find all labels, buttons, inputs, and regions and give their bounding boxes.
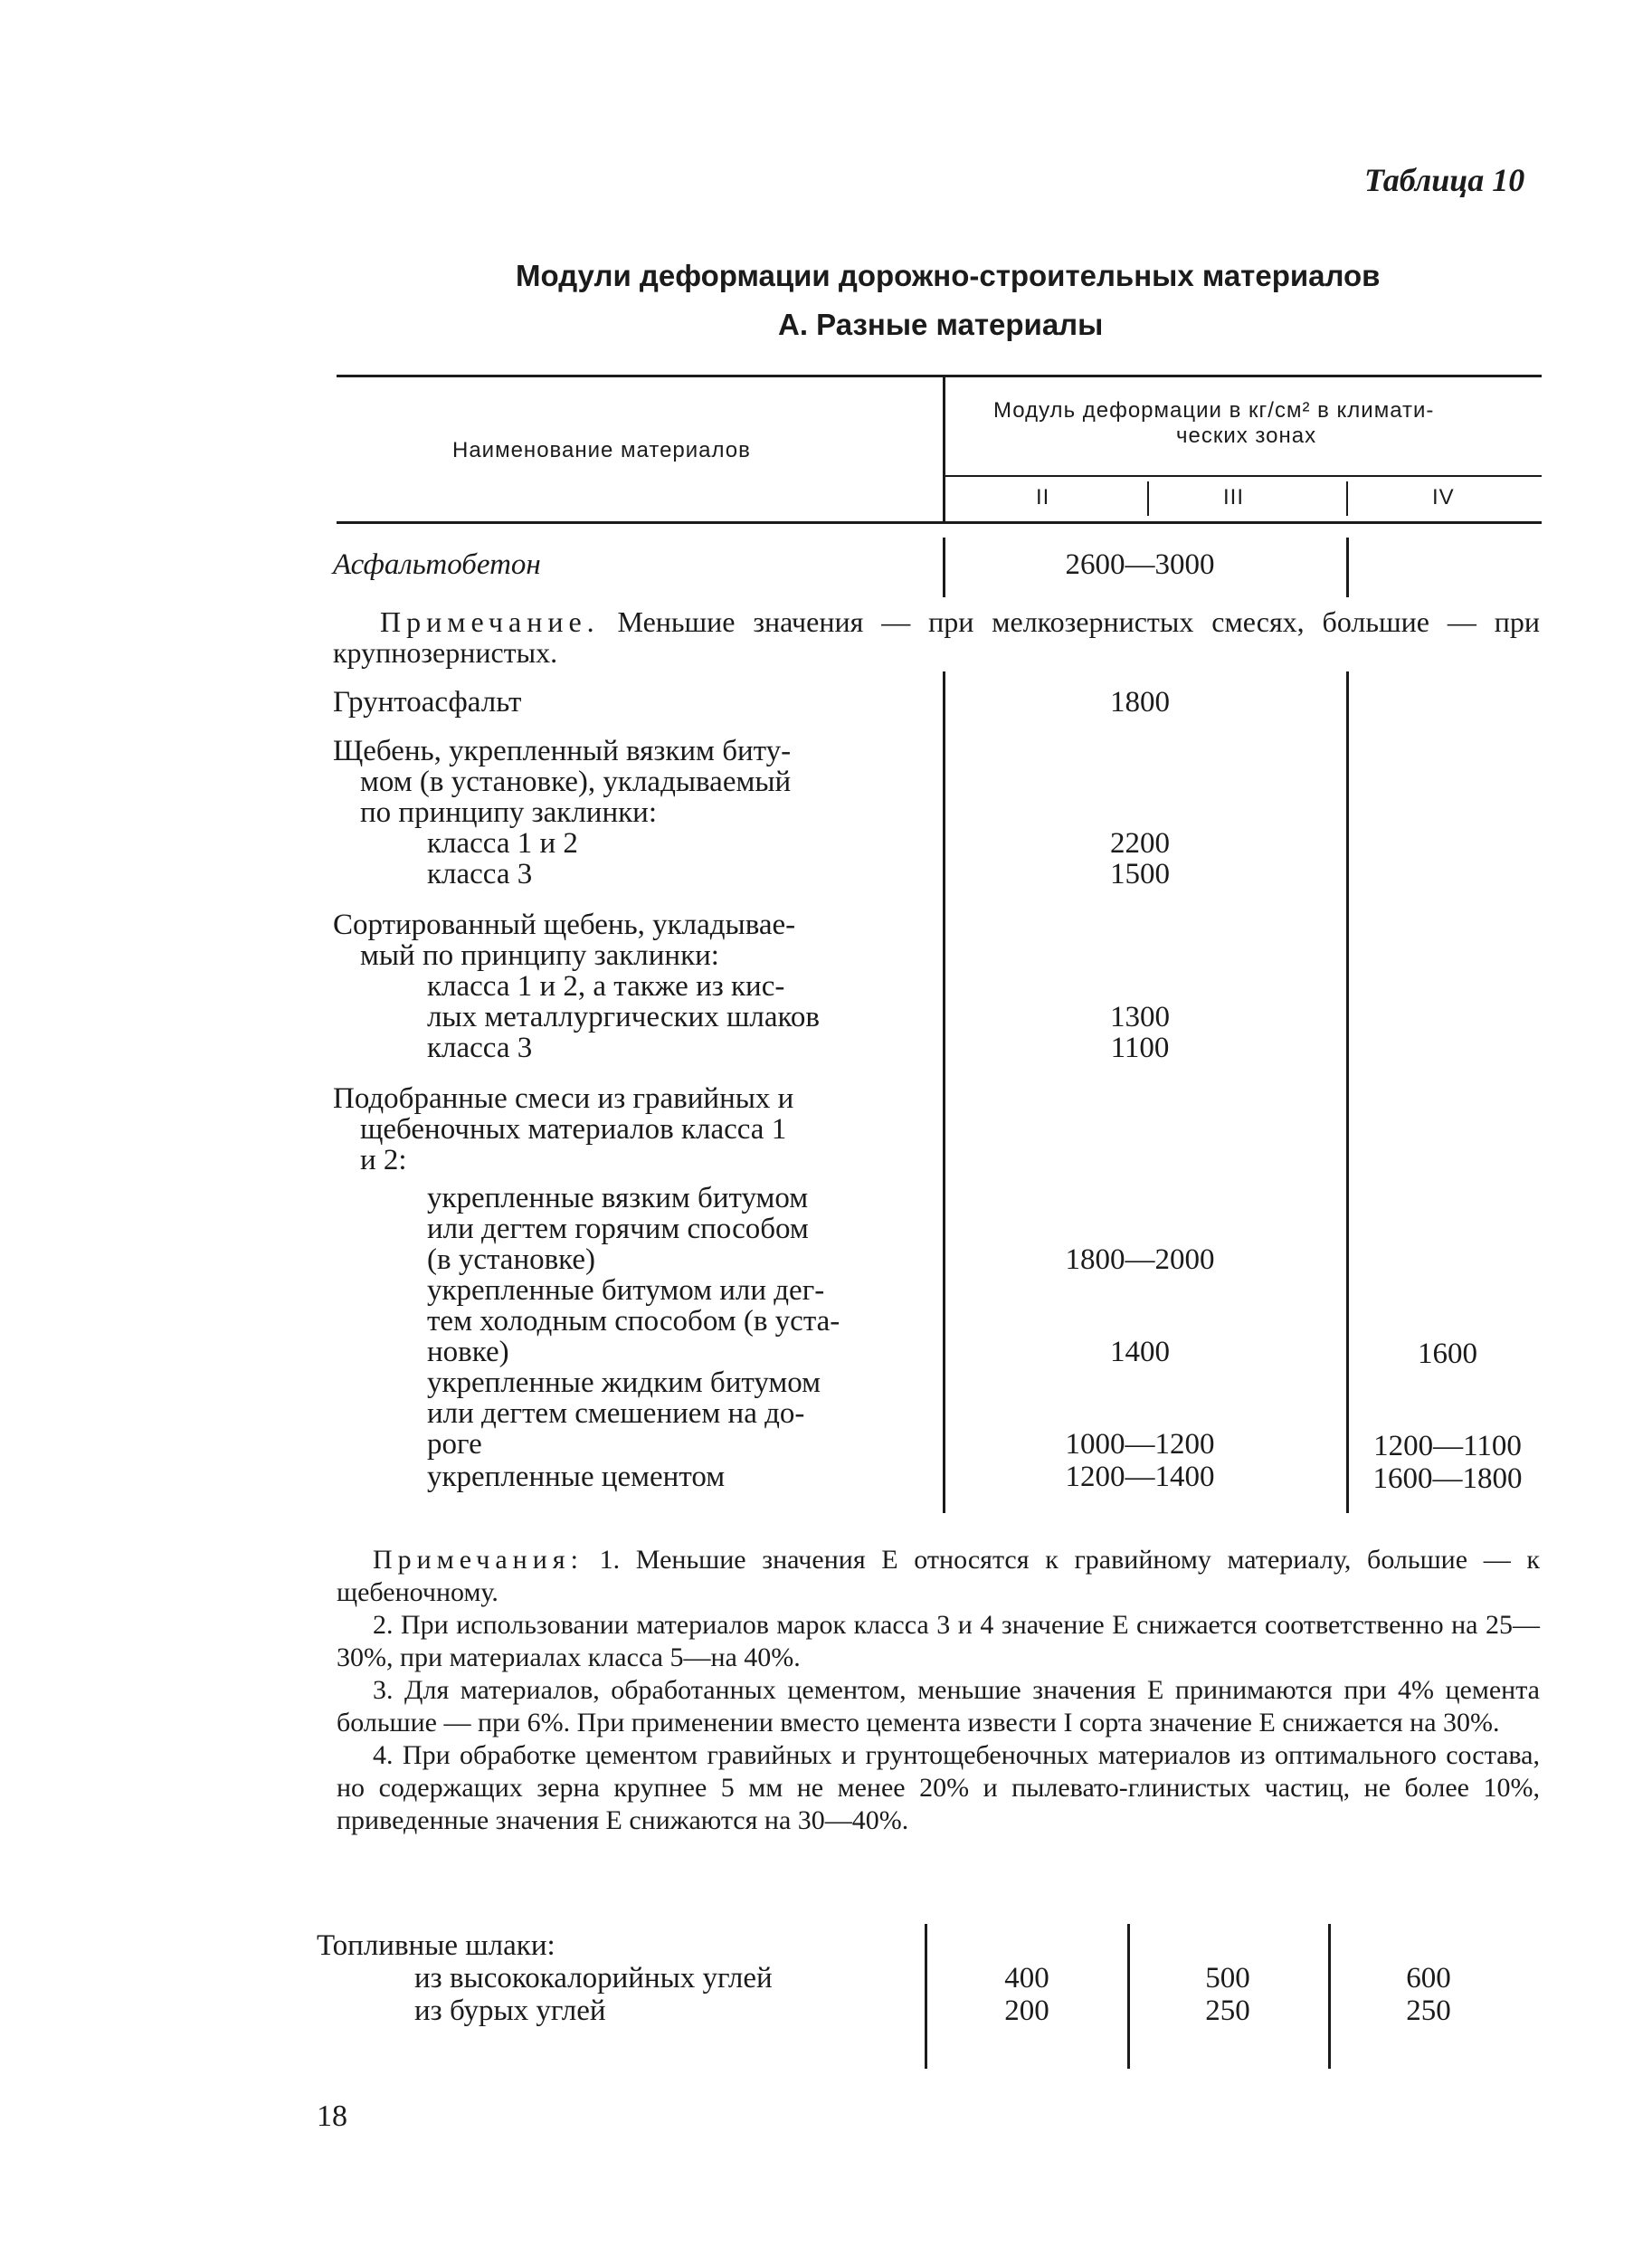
sorted-gravel-line1: Сортированный щебень, укладывае- xyxy=(333,909,796,941)
sorted-gravel-line2: мый по принципу заклинки: xyxy=(360,939,719,972)
mixtures-b-value-iv: 1600 xyxy=(1418,1338,1477,1370)
mixtures-c1: укрепленные жидким битумом xyxy=(427,1366,821,1399)
slag-label: Топливные шлаки: xyxy=(317,1929,555,1962)
mixtures-c3: роге xyxy=(427,1428,482,1461)
mixtures-line2: щебеночных материалов класса 1 xyxy=(360,1113,787,1146)
header-bottom-rule xyxy=(337,521,1542,524)
note-1-prefix: Примечание. xyxy=(380,605,600,638)
slag-brown-iii: 250 xyxy=(1205,1995,1250,2027)
slag-divider-1 xyxy=(925,1924,927,2069)
header-name-col: Наименование материалов xyxy=(452,438,751,462)
page-title: Модули деформации дорожно-строительных материалов xyxy=(516,259,1381,292)
note-item-1: 1. Меньшие значения Е относятся к гравийному материалу, большие — к щебеночному. xyxy=(337,1545,1540,1607)
mixtures-line1: Подобранные смеси из гравийных и xyxy=(333,1082,794,1115)
note-item-2: 2. При использовании материалов марок класса 3 и 4 значение Е снижается соответственно на 25—30%, при материалах класса 5—на 40%. xyxy=(337,1610,1540,1672)
note-item-3: 3. Для материалов, обработанных цементом, меньшие значения Е принимаются при 4% цемента большие — при 6%. При применении вместо цемента извести I сорта значение Е снижается на 30%. xyxy=(337,1675,1540,1738)
header-zone-iii: III xyxy=(1223,485,1245,509)
header-zone-ii: II xyxy=(1036,485,1050,509)
asphalt-value: 2600—3000 xyxy=(1065,548,1215,581)
slag-high-label: из высококалорийных углей xyxy=(414,1962,773,1995)
mixtures-a2: или дегтем горячим способом xyxy=(427,1213,809,1245)
mixtures-c-value-iv: 1200—1100 xyxy=(1373,1430,1522,1462)
gravel-bitumen-line3: по принципу заклинки: xyxy=(360,796,657,829)
body-divider-right xyxy=(1346,671,1349,1513)
header-zone-iv: IV xyxy=(1432,485,1455,509)
table-label: Таблица 10 xyxy=(1364,162,1525,198)
slag-brown-label: из бурых углей xyxy=(414,1995,606,2027)
slag-divider-3 xyxy=(1328,1924,1331,2069)
page-subtitle: А. Разные материалы xyxy=(778,308,1104,341)
mixtures-c2: или дегтем смешением на до- xyxy=(427,1397,805,1430)
sorted-gravel-line4: лых металлургических шлаков xyxy=(427,1001,820,1033)
body-divider-left xyxy=(943,671,945,1513)
mixtures-a-value-ii: 1800—2000 xyxy=(1065,1243,1215,1276)
note-1-text: Меньшие значения — при мелкозернистых смесях, большие — при крупнозернистых. xyxy=(333,605,1540,669)
sorted-gravel-line3: класса 1 и 2, а также из кис- xyxy=(427,970,785,1003)
sorted-gravel-line5: класса 3 xyxy=(427,1032,533,1064)
mixtures-b-value-ii: 1400 xyxy=(1110,1336,1170,1368)
gravel-bitumen-class12: класса 1 и 2 xyxy=(427,827,578,860)
mixtures-b3: новке) xyxy=(427,1336,509,1368)
slag-high-ii: 400 xyxy=(1004,1962,1049,1995)
slag-brown-ii: 200 xyxy=(1004,1995,1049,2027)
zone-header-rule xyxy=(945,475,1542,477)
mixtures-d1: укрепленные цементом xyxy=(427,1461,726,1493)
note-item-4: 4. При обработке цементом гравийных и грунтощебеночных материалов из оптимального состава, но содержащих зерна крупнее 5 мм не менее 20% и пылевато-глинистых частиц, не более 10%, приведенные значения Е снижаются на 30—40%. xyxy=(337,1740,1540,1835)
mixtures-d-value-ii: 1200—1400 xyxy=(1065,1461,1215,1493)
asphalt-divider-right xyxy=(1346,538,1349,597)
zone-divider-1 xyxy=(1147,481,1149,516)
mixtures-d-value-iv: 1600—1800 xyxy=(1372,1462,1523,1495)
asphalt-label: Асфальтобетон xyxy=(333,548,541,581)
note-1 xyxy=(333,606,1540,668)
header-modulus-line2: ческих зонах xyxy=(1176,424,1317,448)
slag-divider-2 xyxy=(1127,1924,1130,2069)
sorted-gravel-line5-value: 1100 xyxy=(1110,1032,1170,1064)
slag-high-iv: 600 xyxy=(1406,1962,1451,1995)
gravel-bitumen-class3-value: 1500 xyxy=(1110,858,1170,890)
gravel-bitumen-class12-value: 2200 xyxy=(1110,827,1170,860)
page-number: 18 xyxy=(317,2099,347,2133)
gravel-bitumen-line1: Щебень, укрепленный вязким биту- xyxy=(333,735,792,767)
zone-divider-2 xyxy=(1346,481,1348,516)
soil-asphalt-label: Грунтоасфальт xyxy=(333,686,522,719)
notes-prefix: Примечания: xyxy=(373,1545,584,1575)
mixtures-c-value-ii: 1000—1200 xyxy=(1065,1428,1215,1461)
mixtures-line3: и 2: xyxy=(360,1144,407,1176)
slag-brown-iv: 250 xyxy=(1406,1995,1451,2027)
notes-block xyxy=(337,1544,1540,1837)
header-modulus-line1: Модуль деформации в кг/см² в климати- xyxy=(993,398,1435,423)
asphalt-divider-left xyxy=(943,538,945,597)
gravel-bitumen-line2: мом (в установке), укладываемый xyxy=(360,766,792,798)
soil-asphalt-value: 1800 xyxy=(1110,686,1170,719)
header-divider xyxy=(943,376,945,521)
gravel-bitumen-class3: класса 3 xyxy=(427,858,533,890)
mixtures-a3: (в установке) xyxy=(427,1243,596,1276)
mixtures-b1: укрепленные битумом или дег- xyxy=(427,1274,825,1307)
sorted-gravel-line4-value: 1300 xyxy=(1110,1001,1170,1033)
table-top-rule xyxy=(337,375,1542,377)
mixtures-a1: укрепленные вязким битумом xyxy=(427,1182,809,1214)
mixtures-b2: тем холодным способом (в уста- xyxy=(427,1305,840,1338)
slag-high-iii: 500 xyxy=(1205,1962,1250,1995)
